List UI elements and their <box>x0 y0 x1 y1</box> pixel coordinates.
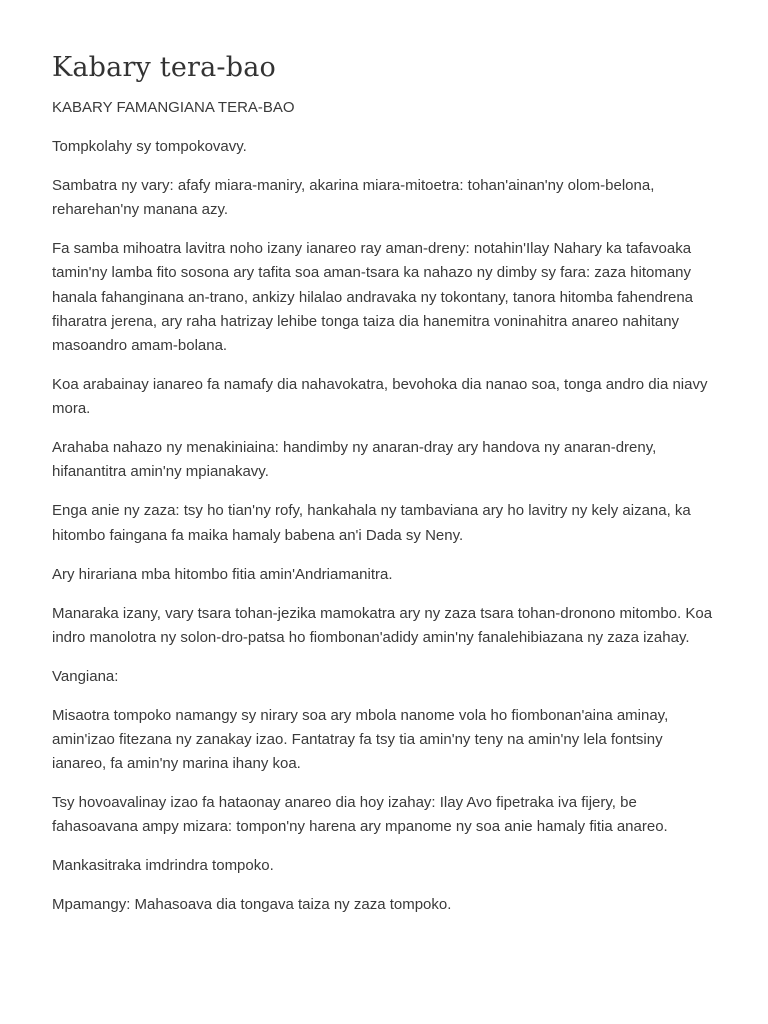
body-paragraph: Manaraka izany, vary tsara tohan-jezika mamokatra ary ny zaza tsara tohan-dronono mitombo. Koa indro manolotra ny solon-dro-patsa ho fiombonan'adidy amin'ny fanalehibiazana ny zaza izahay. <box>52 604 713 646</box>
closing-paragraph: Mpamangy: Mahasoava dia tongava taiza ny zaza tompoko. <box>52 896 452 914</box>
body-paragraph: Arahaba nahazo ny menakiniaina: handimby ny anaran-dray ary handova ny anaran-dreny, hifanantitra amin'ny mpianakavy. <box>52 439 657 481</box>
body-paragraph: Ary hirariana mba hitombo fitia amin'Andriamanitra. <box>52 565 393 583</box>
document-page <box>52 50 716 932</box>
page-title: Kabary tera-bao <box>52 52 276 83</box>
body-paragraph: Sambatra ny vary: afafy miara-maniry, akarina miara-mitoetra: tohan'ainan'ny olom-belona, reharehan'ny manana azy. <box>52 177 655 219</box>
body-paragraph: Tsy hovoavalinay izao fa hataonay anareo dia hoy izahay: Ilay Avo fipetraka iva fijery, be fahasoavana ampy mizara: tompon'ny harena ary mpanome ny soa anie hamaly fitia anareo. <box>52 794 668 836</box>
body-paragraph: Misaotra tompoko namangy sy nirary soa ary mbola nanome vola ho fiombonan'aina aminay, amin'izao fitezana ny zanakay izao. Fantatray fa tsy tia amin'ny teny na amin'ny lela fontsiny ianareo, fa amin'ny marina ihany koa. <box>52 706 669 773</box>
body-paragraph: Mankasitraka imdrindra tompoko. <box>52 857 274 875</box>
subtitle-paragraph: KABARY FAMANGIANA TERA-BAO <box>52 99 295 116</box>
section-label-paragraph: Vangiana: <box>52 667 119 685</box>
body-paragraph: Enga anie ny zaza: tsy ho tian'ny rofy, hankahala ny tambaviana ary ho lavitry ny kely aizana, ka hitombo faingana fa maika hamaly babena an'i Dada sy Neny. <box>52 502 691 544</box>
body-paragraph: Koa arabainay ianareo fa namafy dia nahavokatra, bevohoka dia nanao soa, tonga andro dia niavy mora. <box>52 376 708 418</box>
body-paragraph: Fa samba mihoatra lavitra noho izany ianareo ray aman-dreny: notahin'Ilay Nahary ka tafavoaka tamin'ny lamba fito sosona ary tafita soa aman-tsara ka nahazo ny dimby sy fara: zaza hitomany hanala fahanginana an-trano, ankizy hilalao andravaka ny tokontany, tanora hitomba fahendrena fiharatra jerena, ary raha hatrizay lehibe tonga taiza dia hanemitra voninahitra anareo nahitany masoandro amam-bolana. <box>52 240 694 355</box>
greeting-paragraph: Tompkolahy sy tompokovavy. <box>52 138 247 155</box>
